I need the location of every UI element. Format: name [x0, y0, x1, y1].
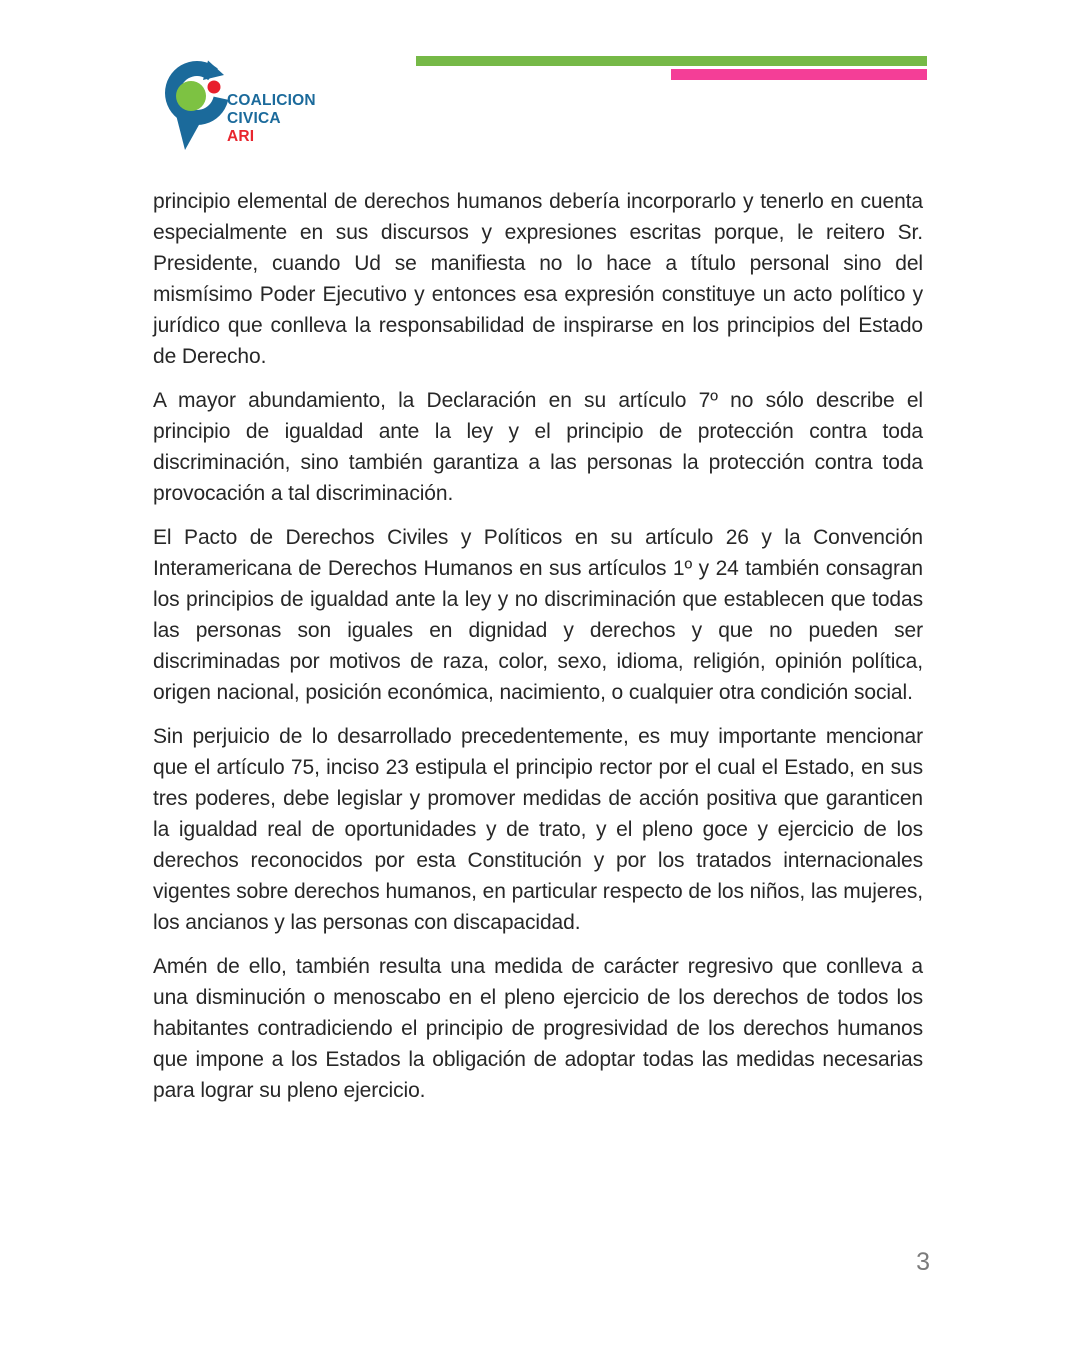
body-paragraph: principio elemental de derechos humanos debería incorporarlo y tenerlo en cuenta especialmente en sus discursos y expresiones escritas porque, le reitero Sr. Presidente, cuando Ud se manifiesta no lo hace a título personal sino del mismísimo Poder Ejecutivo y entonces esa expresión constituye un acto político y jurídico que conlleva la responsabilidad de inspirarse en los principios del Estado de Derecho.: [153, 190, 923, 368]
body-paragraph: Sin perjuicio de lo desarrollado precedentemente, es muy importante mencionar que el artículo 75, inciso 23 estipula el principio rector por el cual el Estado, en sus tres poderes, debe legislar y promover medidas de acción positiva que garanticen la igualdad real de oportunidades y de trato, y el pleno goce y ejercicio de los derechos reconocidos por esta Constitución y por los tratados internacionales vigentes sobre derechos humanos, en particular respecto de los niños, las mujeres, los ancianos y las personas con discapacidad.: [153, 725, 923, 934]
logo-text-coalicion: COALICION: [227, 92, 316, 109]
logo-text-civica: CIVICA: [227, 110, 281, 127]
header-green-bar: [416, 56, 927, 66]
page-header: [0, 0, 1080, 180]
page-number: 3: [916, 1248, 930, 1276]
document-body: [153, 186, 923, 1119]
body-paragraph: El Pacto de Derechos Civiles y Políticos en su artículo 26 y la Convención Interamericana de Derechos Humanos en sus artículos 1º y 24 también consagran los principios de igualdad ante la ley y no discriminación que establecen que todas las personas son iguales en dignidad y derechos y que no pueden ser discriminadas por motivos de raza, color, sexo, idioma, religión, opinión política, origen nacional, posición económica, nacimiento, o cualquier otra condición social.: [153, 526, 923, 704]
body-paragraph: A mayor abundamiento, la Declaración en su artículo 7º no sólo describe el principio de igualdad ante la ley y el principio de protección contra toda discriminación, sino también garantiza a las personas la protección contra toda provocación a tal discriminación.: [153, 389, 923, 505]
logo-wordmark: [227, 92, 316, 146]
body-paragraph: Amén de ello, también resulta una medida de carácter regresivo que conlleva a una disminución o menoscabo en el pleno ejercicio de los derechos de todos los habitantes contradiciendo el principio de progresividad de los derechos humanos que impone a los Estados la obligación de adoptar todas las medidas necesarias para lograr su pleno ejercicio.: [153, 955, 923, 1102]
header-pink-bar: [671, 69, 927, 80]
logo-text-ari: ARI: [227, 128, 255, 145]
